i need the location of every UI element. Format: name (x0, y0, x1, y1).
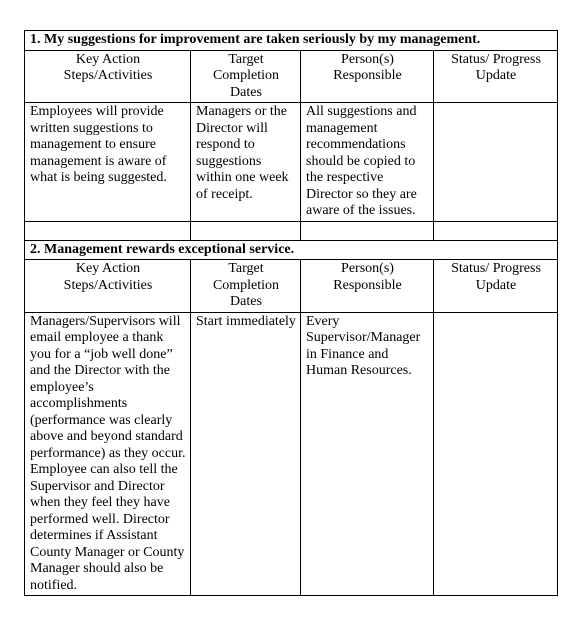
action-plan-table (24, 30, 558, 596)
section-1-action-cell: Employees will provide written suggestions to management to ensure management is aware of what is being suggested. (25, 103, 191, 222)
section-2-header-row (25, 260, 558, 313)
section-1-status-cell (434, 103, 558, 222)
header-responsible: Person(s) Responsible (301, 50, 434, 103)
section-2-action-cell: Managers/Supervisors will email employee a thank you for a “job well done” and the Director with the employee’s accomplishments (performance was clearly above and beyond standard performance) as they occur. Employee can also tell the Supervisor and Director when they feel they have performed well. Director determines if Assistant County Manager or County Manager should also be notified. (25, 312, 191, 596)
blank-cell (301, 221, 434, 240)
header-target-dates: Target Completion Dates (191, 50, 301, 103)
section-2-target-cell: Start immediately (191, 312, 301, 596)
section-1-title: 1. My suggestions for improvement are taken seriously by my management. (25, 31, 558, 51)
section-2-data-row (25, 312, 558, 596)
blank-cell (434, 221, 558, 240)
blank-cell (25, 221, 191, 240)
section-2-status-cell (434, 312, 558, 596)
section-1-title-row (25, 31, 558, 51)
header-status: Status/ Progress Update (434, 50, 558, 103)
section-1-header-row (25, 50, 558, 103)
header-responsible: Person(s) Responsible (301, 260, 434, 313)
header-target-dates: Target Completion Dates (191, 260, 301, 313)
header-status: Status/ Progress Update (434, 260, 558, 313)
section-2-title-row (25, 240, 558, 260)
section-1-blank-row (25, 221, 558, 240)
blank-cell (191, 221, 301, 240)
section-1-data-row (25, 103, 558, 222)
section-1-responsible-cell: All suggestions and management recommendations should be copied to the respective Director so they are aware of the issues. (301, 103, 434, 222)
header-key-action: Key Action Steps/Activities (25, 260, 191, 313)
section-2-responsible-cell: Every Supervisor/Manager in Finance and Human Resources. (301, 312, 434, 596)
header-key-action: Key Action Steps/Activities (25, 50, 191, 103)
section-2-title: 2. Management rewards exceptional service. (25, 240, 558, 260)
section-1-target-cell: Managers or the Director will respond to suggestions within one week of receipt. (191, 103, 301, 222)
